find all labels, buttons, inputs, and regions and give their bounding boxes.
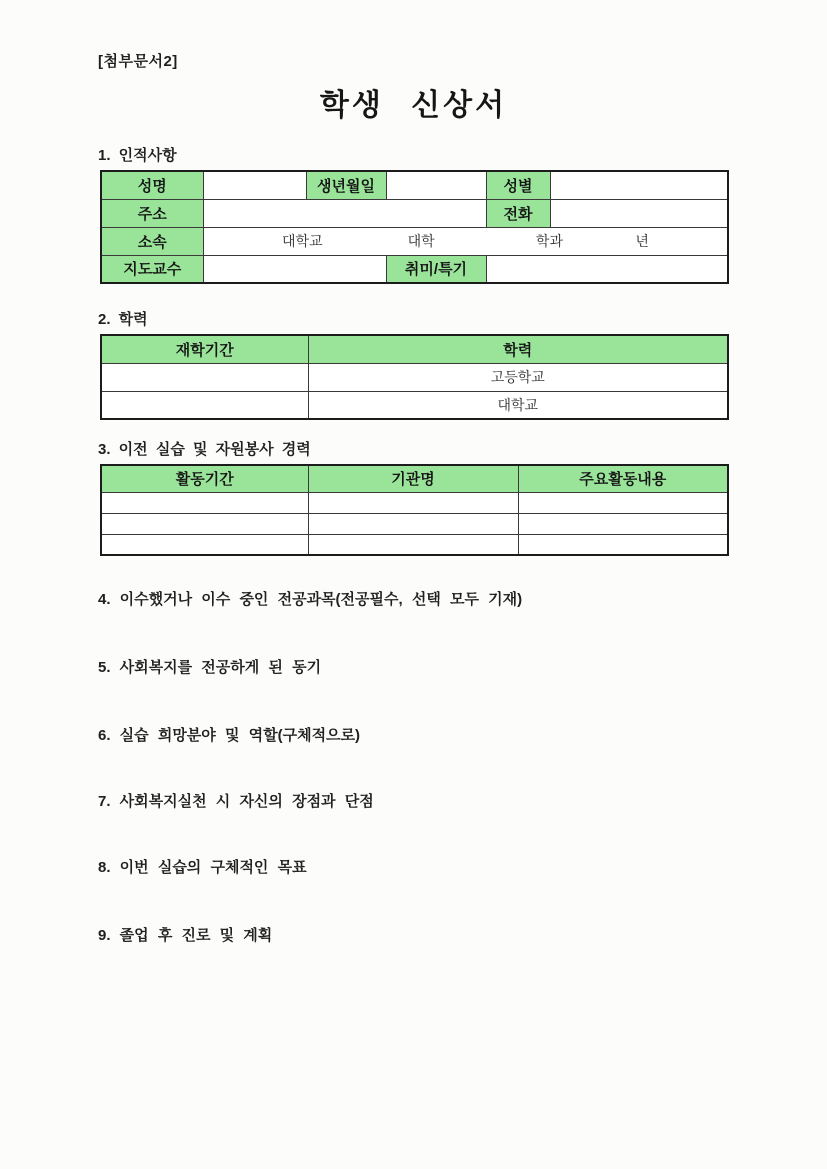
table-row [101,513,728,534]
experience-period-cell [101,492,308,513]
experience-period-cell [101,534,308,555]
experience-table [100,464,729,556]
hobby-label-cell: 취미/특기 [386,255,486,283]
experience-activity-cell [518,492,728,513]
affiliation-value-cell [203,227,728,255]
advisor-label-cell: 지도교수 [101,255,203,283]
experience-org-header: 기관명 [308,465,518,492]
hobby-value-cell [486,255,728,283]
affiliation-college-label: 대학 [407,233,435,249]
table-row [101,171,728,199]
table-row [101,363,728,391]
page-title: 학생 신상서 [319,89,508,122]
section-heading-education: 2. 학력 [98,311,148,328]
table-row [101,255,728,283]
birthdate-label-cell: 생년월일 [306,171,386,199]
birthdate-value-cell [386,171,486,199]
affiliation-label-cell: 소속 [101,227,203,255]
experience-period-cell [101,513,308,534]
name-value-cell [203,171,306,199]
gender-label-cell: 성별 [486,171,550,199]
education-period-header: 재학기간 [101,335,308,363]
question-9: 9. 졸업 후 진로 및 계획 [98,927,273,944]
experience-activity-cell [518,534,728,555]
name-label-cell: 성명 [101,171,203,199]
question-5: 5. 사회복지를 전공하게 된 동기 [98,659,322,676]
education-table [100,334,729,420]
experience-org-cell [308,513,518,534]
advisor-value-cell [203,255,386,283]
section-heading-experience: 3. 이전 실습 및 자원봉사 경력 [98,441,311,458]
gender-value-cell [550,171,728,199]
table-row [101,391,728,419]
question-4: 4. 이수했거나 이수 중인 전공과목(전공필수, 선택 모두 기재) [98,591,523,608]
experience-activity-header: 주요활동내용 [518,465,728,492]
question-8: 8. 이번 실습의 구체적인 목표 [98,859,307,876]
experience-activity-cell [518,513,728,534]
table-row [101,534,728,555]
table-row [101,227,728,255]
education-degree-header: 학력 [308,335,728,363]
table-header-row [101,465,728,492]
attachment-label: [첨부문서2] [98,53,178,70]
table-row [101,199,728,227]
personal-info-table [100,170,729,284]
phone-value-cell [550,199,728,227]
address-label-cell: 주소 [101,199,203,227]
experience-org-cell [308,534,518,555]
table-row [101,492,728,513]
affiliation-department-label: 학과 [535,233,563,249]
question-7: 7. 사회복지실천 시 자신의 장점과 단점 [98,793,374,810]
education-school-cell: 고등학교 [308,363,728,391]
education-period-cell [101,363,308,391]
education-school-cell: 대학교 [308,391,728,419]
affiliation-year-label: 년 [635,233,649,249]
experience-org-cell [308,492,518,513]
phone-label-cell: 전화 [486,199,550,227]
table-header-row [101,335,728,363]
section-heading-personal: 1. 인적사항 [98,147,177,164]
question-6: 6. 실습 희망분야 및 역할(구체적으로) [98,727,361,744]
affiliation-university-label: 대학교 [282,233,323,249]
address-value-cell [203,199,486,227]
experience-period-header: 활동기간 [101,465,308,492]
education-period-cell [101,391,308,419]
